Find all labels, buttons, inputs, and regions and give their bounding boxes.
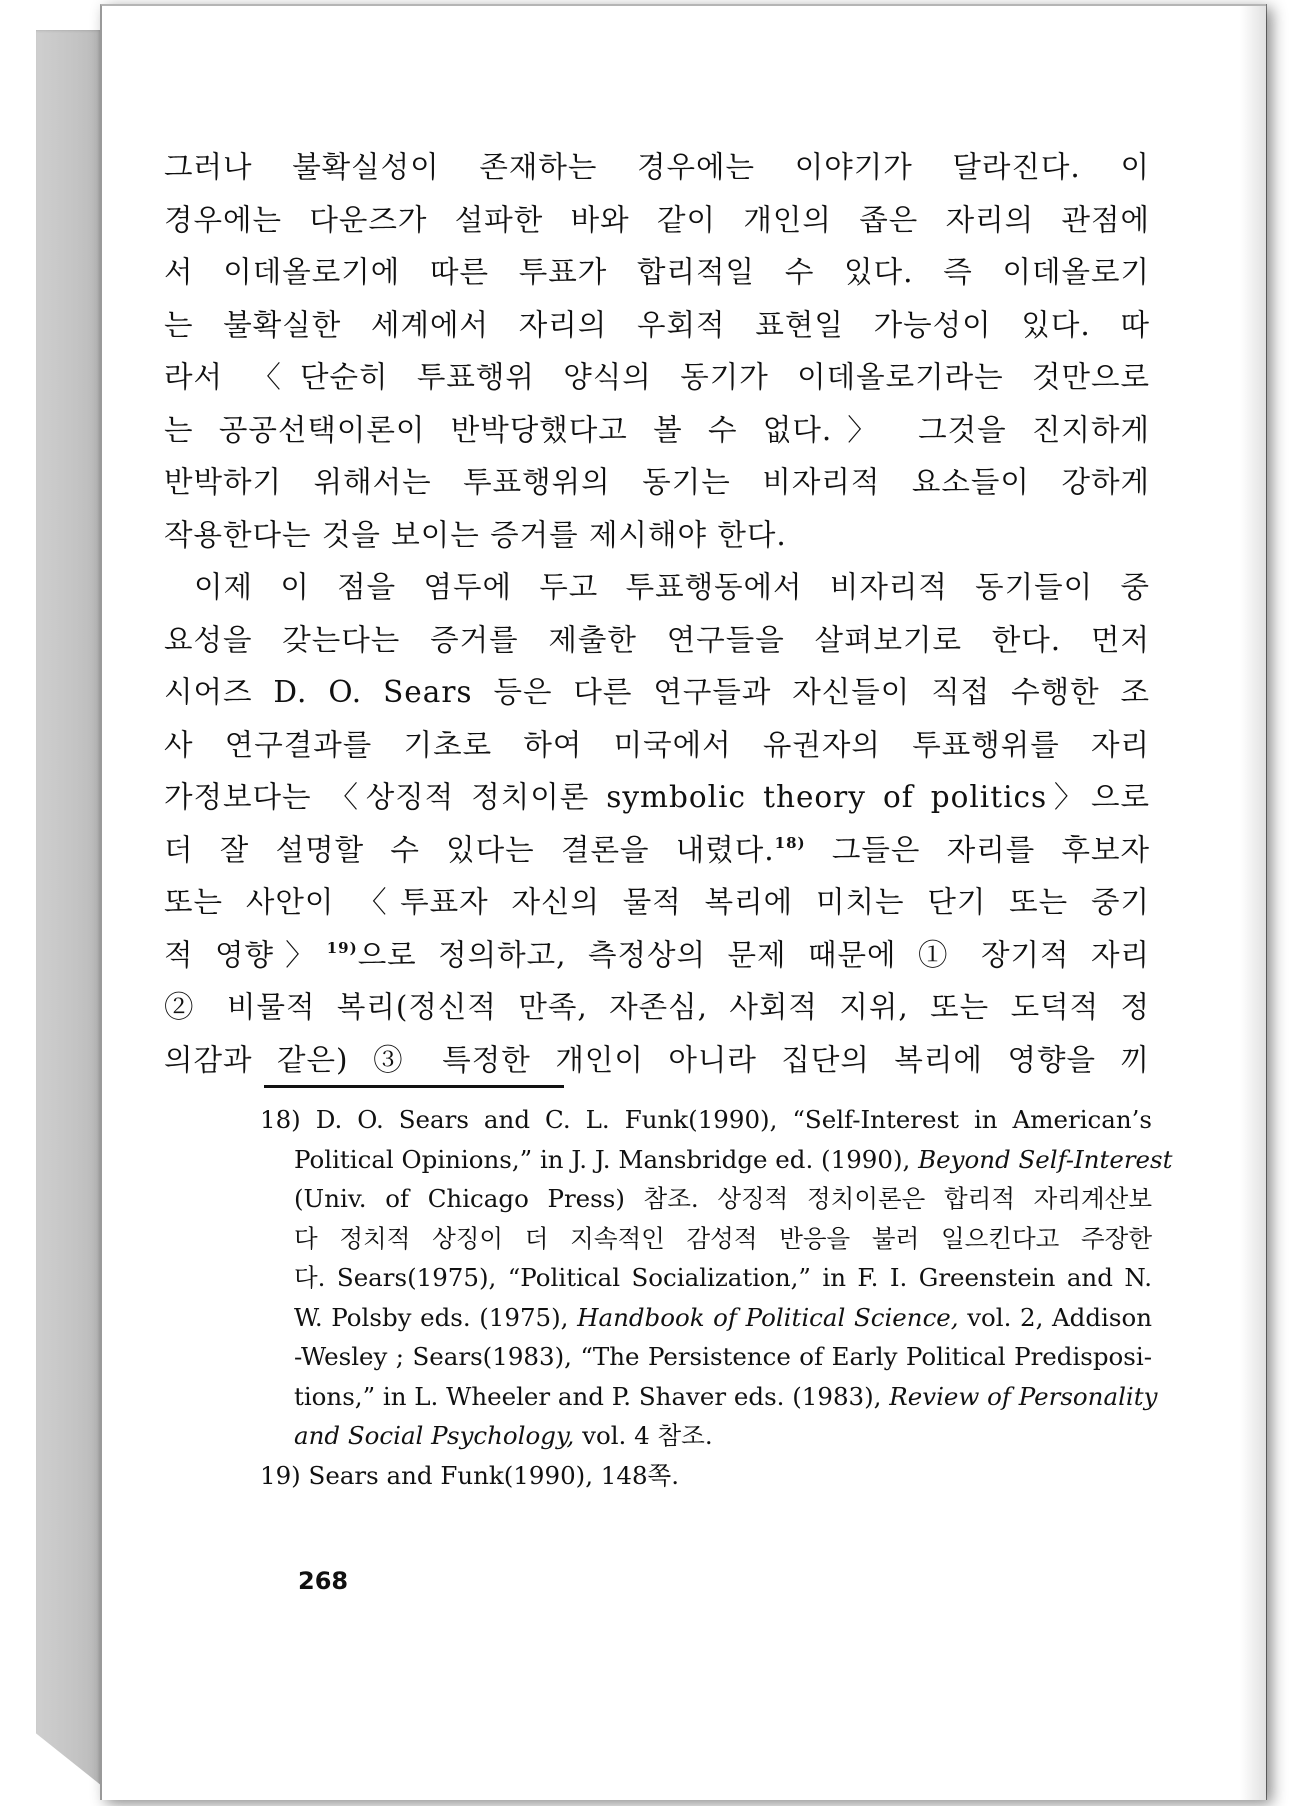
footnote-ref-19[interactable]: 19) [326,938,358,957]
footnote-18-line: 다. Sears(1975), “Political Socialization,” in F. I. Greenstein and N. [294,1263,1152,1292]
body-line: 사 연구결과를 기초로 하여 미국에서 유권자의 투표행위를 자리 [164,727,1150,762]
footnote-text: Sears and Funk(1990), 148쪽. [308,1460,680,1490]
footnote-19-line [260,1456,1152,1496]
body-line-text: 그들은 자리를 후보자 [805,832,1150,867]
footnote-18-line: 다 정치적 상징이 더 지속적인 감성적 반응을 불러 일으킨다고 주장한 [294,1223,1152,1253]
body-line-text: 으로 정의하고, 측정상의 문제 때문에 ① 장기적 자리 [357,937,1150,972]
footnote-18-line: -Wesley ; Sears(1983), “The Persistence of Early Political Predisposi- [294,1342,1152,1371]
footnote-number: 18) [260,1105,301,1134]
footnote-text: vol. 4 참조. [582,1421,713,1450]
footnote-18-line [294,1377,1158,1417]
page-number: 268 [298,1567,349,1595]
book-spine [36,30,102,1786]
body-line: 작용한다는 것을 보이는 증거를 제시해야 한다. [164,517,787,552]
footnote-number: 19) [260,1460,301,1490]
body-line: 경우에는 다운즈가 설파한 바와 같이 개인의 좁은 자리의 관점에 [164,202,1150,237]
footnote-title: Handbook of Political Science, [577,1302,959,1332]
body-line: ② 비물적 복리(정신적 만족, 자존심, 사회적 지위, 또는 도덕적 정 [164,990,1150,1024]
body-line: 시어즈 D. O. Sears 등은 다른 연구들과 자신들이 직접 수행한 조 [164,675,1150,709]
footnote-text: vol. 2, Addison [967,1302,1152,1332]
body-line: 는 불확실한 세계에서 자리의 우회적 표현일 가능성이 있다. 따 [164,307,1150,342]
body-line-with-footnote-ref [164,824,1150,877]
body-line: 이제 이 점을 염두에 두고 투표행동에서 비자리적 동기들이 중 [194,570,1150,604]
footnote-18-line [294,1298,1152,1338]
footnote-divider [264,1085,564,1088]
footnote-title: Review of Personality [889,1381,1158,1411]
footnote-ref-18[interactable]: 18) [774,833,806,852]
footnote-text: W. Polsby eds. (1975), [294,1302,569,1332]
body-text [164,141,1150,1086]
body-line: 라서 〈단순히 투표행위 양식의 동기가 이데올로기라는 것만으로 [164,360,1150,394]
body-line-text: 적 영향〉 [164,937,327,972]
body-line: 의감과 같은) ③ 특정한 개인이 아니라 집단의 복리에 영향을 끼 [164,1042,1150,1077]
body-line-with-footnote-ref [164,929,1150,982]
body-line: 는 공공선택이론이 반박당했다고 볼 수 없다.〉 그것을 진지하게 [164,412,1150,447]
footnote-18-line [294,1416,1152,1456]
footnote-text: Political Opinions,” in J. J. Mansbridge ed. (1990), [294,1144,911,1174]
body-line: 반박하기 위해서는 투표행위의 동기는 비자리적 요소들이 강하게 [164,465,1150,499]
footnote-title: and Social Psychology, [294,1421,575,1450]
footnote-text: tions,” in L. Wheeler and P. Shaver eds. (1983), [294,1381,882,1411]
footnote-18-line [260,1100,1152,1140]
footnote-text: D. O. Sears and C. L. Funk(1990), “Self-Interest in American’s [315,1105,1152,1134]
body-line: 요성을 갖는다는 증거를 제출한 연구들을 살펴보기로 한다. 먼저 [164,622,1150,657]
footnote-18-line: (Univ. of Chicago Press) 참조. 상징적 정치이론은 합리적 자리계산보 [294,1184,1152,1213]
footnote-18-line [294,1140,1173,1180]
footnote-title: Beyond Self-Interest [918,1144,1173,1174]
body-line: 그러나 불확실성이 존재하는 경우에는 이야기가 달라진다. 이 [164,150,1150,184]
footnotes [260,1100,1173,1495]
body-line: 가정보다는 〈상징적 정치이론 symbolic theory of politics〉으로 [164,780,1150,814]
body-line: 서 이데올로기에 따른 투표가 합리적일 수 있다. 즉 이데올로기 [164,255,1150,289]
body-line: 또는 사안이 〈투표자 자신의 물적 복리에 미치는 단기 또는 중기 [164,885,1150,919]
body-line-text: 더 잘 설명할 수 있다는 결론을 내렸다. [164,832,775,867]
page-edge-shadow [1240,6,1266,1800]
